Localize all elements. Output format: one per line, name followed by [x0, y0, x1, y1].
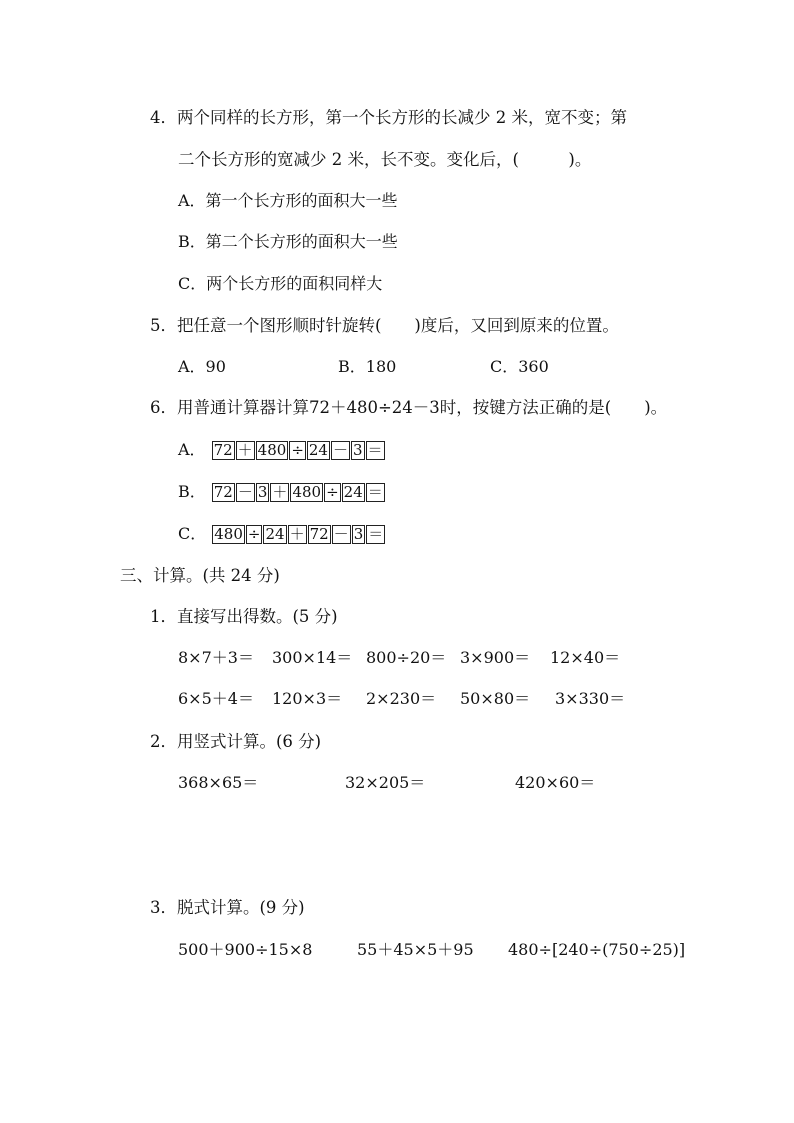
- q4-line-2: 二个长方形的宽减少 2 米，长不变。变化后，( )。: [178, 150, 592, 169]
- q6-option-b-keys: [212, 483, 386, 502]
- q6-text: 6．用普通计算器计算72＋480÷24－3时，按键方法正确的是( )。: [150, 398, 668, 417]
- oral-calc-item: 3×330＝: [555, 689, 626, 708]
- q6-option-b: [178, 482, 386, 502]
- calculator-key: 480: [292, 483, 322, 501]
- oral-calc-item: 120×3＝: [272, 689, 343, 708]
- calculator-key: 72: [213, 483, 233, 501]
- oral-calc-item: 8×7＋3＝: [178, 648, 254, 667]
- calculator-key: 72: [309, 525, 329, 543]
- q6-option-a-label: A．: [178, 440, 206, 459]
- calculator-key: 3: [353, 525, 364, 543]
- oral-calc-item: 300×14＝: [272, 648, 353, 667]
- vertical-calc-item: 420×60＝: [515, 773, 596, 792]
- oral-calc-item: 6×5＋4＝: [178, 689, 254, 708]
- calculator-key: 24: [265, 525, 285, 543]
- calculator-key: ＋: [272, 483, 288, 501]
- calculator-key: ＝: [367, 441, 383, 459]
- vertical-calc-item: 368×65＝: [178, 773, 259, 792]
- calculator-key: ＝: [367, 483, 383, 501]
- step-calc-item: 55＋45×5＋95: [357, 940, 474, 959]
- q6-option-a-keys: [212, 441, 386, 460]
- part3-title: 3．脱式计算。(9 分): [150, 898, 305, 917]
- calculator-key: 480: [214, 525, 243, 543]
- oral-calc-item: 2×230＝: [366, 689, 437, 708]
- q4-option-b: B．第二个长方形的面积大一些: [178, 232, 398, 251]
- calculator-key: －: [237, 483, 253, 501]
- calculator-key: ＝: [368, 525, 384, 543]
- vertical-calc-item: 32×205＝: [345, 773, 426, 792]
- q5-option-c: C．360: [490, 357, 549, 376]
- calculator-key: 72: [213, 441, 233, 459]
- calculator-key: ＋: [237, 441, 253, 459]
- q6-option-b-label: B．: [178, 482, 206, 501]
- calculator-key: ÷: [247, 525, 261, 543]
- calculator-key: 24: [343, 483, 363, 501]
- calculator-key: －: [333, 525, 349, 543]
- q4-option-a: A．第一个长方形的面积大一些: [178, 191, 398, 210]
- calculator-key: 24: [308, 441, 328, 459]
- q5-text: 5．把任意一个图形顺时针旋转( )度后，又回到原来的位置。: [150, 316, 619, 335]
- calculator-key: 480: [257, 441, 287, 459]
- q5-option-b: B．180: [338, 357, 397, 376]
- q5-option-a: A．90: [178, 357, 226, 376]
- part1-title: 1．直接写出得数。(5 分): [150, 607, 338, 626]
- section-title: 三、计算。(共 24 分): [120, 566, 280, 585]
- q6-option-c-keys: [212, 525, 386, 544]
- oral-calc-item: 3×900＝: [460, 648, 531, 667]
- q6-option-c: [178, 524, 386, 544]
- oral-calc-item: 50×80＝: [460, 689, 531, 708]
- calculator-key: ÷: [326, 483, 339, 501]
- calculator-key: 3: [353, 441, 363, 459]
- step-calc-item: 500＋900÷15×8: [178, 940, 313, 959]
- q4-option-c: C．两个长方形的面积同样大: [178, 274, 383, 293]
- oral-calc-item: 12×40＝: [550, 648, 621, 667]
- q6-option-a: [178, 440, 386, 460]
- part2-title: 2．用竖式计算。(6 分): [150, 732, 322, 751]
- q4-line-1: 4．两个同样的长方形，第一个长方形的长减少 2 米，宽不变；第: [150, 108, 627, 127]
- calculator-key: ÷: [291, 441, 304, 459]
- oral-calc-item: 800÷20＝: [366, 648, 447, 667]
- calculator-key: ＋: [289, 525, 305, 543]
- calculator-key: －: [332, 441, 348, 459]
- q6-option-c-label: C．: [178, 524, 207, 543]
- calculator-key: 3: [257, 483, 268, 501]
- step-calc-item: 480÷[240÷(750÷25)]: [508, 940, 686, 959]
